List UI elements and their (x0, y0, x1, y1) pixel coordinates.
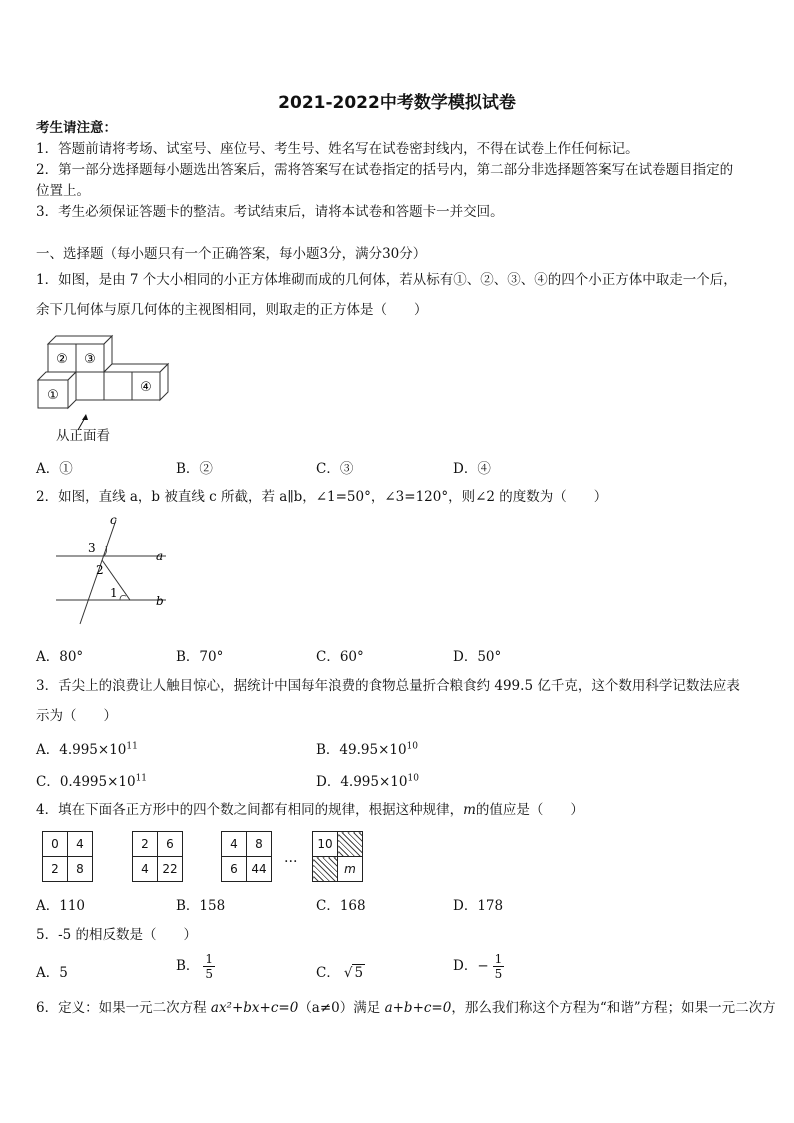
number-grid: 4 8 6 44 (221, 831, 272, 882)
page-title: 2021-2022中考数学模拟试卷 (278, 93, 516, 113)
question-3-text: 示为（ ） (36, 708, 117, 724)
option-c[interactable]: C．③ (316, 461, 354, 477)
option-c[interactable]: C．$0.4995\times 10^{11}$ (36, 773, 148, 790)
question-4-text: 4．填在下面各正方形中的四个数之间都有相同的规律，根据这种规律，m的值应是（ ） (36, 802, 584, 818)
angle-3-label: 3 (88, 541, 96, 555)
option-b[interactable]: B．158 (176, 898, 226, 914)
notice-item: 3．考生必须保证答题卡的整洁。考试结束后，请将本试卷和答题卡一并交回。 (36, 204, 504, 220)
option-d[interactable]: D．178 (453, 898, 504, 914)
option-c[interactable]: C．168 (316, 898, 366, 914)
option-d[interactable]: D．④ (453, 461, 491, 477)
number-grid: 0 4 2 8 (42, 831, 93, 882)
ellipsis: … (284, 850, 298, 866)
section-heading: 一、选择题（每小题只有一个正确答案，每小题3分，满分30分） (36, 246, 427, 262)
number-grid: 2 6 4 22 (132, 831, 183, 882)
option-c[interactable]: C． √ 5 (316, 965, 364, 981)
cube-label: ② (56, 352, 68, 367)
question-2-text: 2．如图，直线 a，b 被直线 c 所截，若 a∥b，∠1=50°，∠3=120°，则∠2 的度数为（ ） (36, 489, 608, 505)
option-b[interactable]: B．$49.95\times 10^{10}$ (316, 741, 419, 758)
cube-label: ① (47, 388, 59, 403)
notice-item: 2．第一部分选择题每小题选出答案后，需将答案写在试卷指定的括号内，第二部分非选择题答案写在试卷题目指定的 (36, 162, 734, 178)
angle-1-label: 1 (110, 586, 118, 600)
notice-item: 位置上。 (36, 183, 90, 199)
line-a-label: a (156, 549, 164, 563)
question-1-text: 余下几何体与原几何体的主视图相同，则取走的正方体是（ ） (36, 302, 428, 318)
parallel-lines-figure (50, 512, 172, 632)
cube-label: ④ (140, 380, 152, 395)
option-a[interactable]: A．① (36, 461, 73, 477)
line-c-label: c (110, 513, 117, 527)
option-d[interactable]: D．50° (453, 649, 502, 665)
question-5-text: 5．-5 的相反数是（ ） (36, 927, 198, 943)
view-direction-label: 从正面看 (56, 428, 110, 444)
notice-heading: 考生请注意： (36, 120, 117, 136)
option-b[interactable]: B．② (176, 461, 213, 477)
line-b-label: b (156, 594, 164, 608)
option-a[interactable]: A．$4.995\times 10^{11}$ (36, 741, 138, 758)
option-a[interactable]: A．110 (36, 898, 86, 914)
notice-item: 1．答题前请将考场、试室号、座位号、考生号、姓名写在试卷密封线内，不得在试卷上作任何标记。 (36, 141, 639, 157)
option-c[interactable]: C．60° (316, 649, 364, 665)
option-d[interactable]: D．$4.995\times 10^{10}$ (316, 773, 419, 790)
cube-label: ③ (84, 352, 96, 367)
question-3-text: 3．舌尖上的浪费让人触目惊心，据统计中国每年浪费的食物总量折合粮食约 499.5 亿千克，这个数用科学记数法应表 (36, 678, 740, 694)
question-6-text: 6．定义：如果一元二次方程 ax²+bx+c=0（a≠0）满足 a+b+c=0，那么我们称这个方程为“和谐”方程；如果一元二次方 (36, 1000, 776, 1016)
question-1-text: 1．如图，是由 7 个大小相同的小正方体堆砌而成的几何体，若从标有①、②、③、④的四个小正方体中取走一个后， (36, 272, 737, 288)
angle-2-label: 2 (96, 563, 104, 577)
number-grid: 10 m (312, 831, 363, 882)
option-b[interactable]: B． $\frac{1}{5}$ (176, 952, 214, 981)
option-a[interactable]: A．5 (36, 965, 68, 981)
option-b[interactable]: B．70° (176, 649, 224, 665)
option-d[interactable]: D．− $\frac{1}{5}$ (453, 952, 503, 981)
option-a[interactable]: A．80° (36, 649, 84, 665)
